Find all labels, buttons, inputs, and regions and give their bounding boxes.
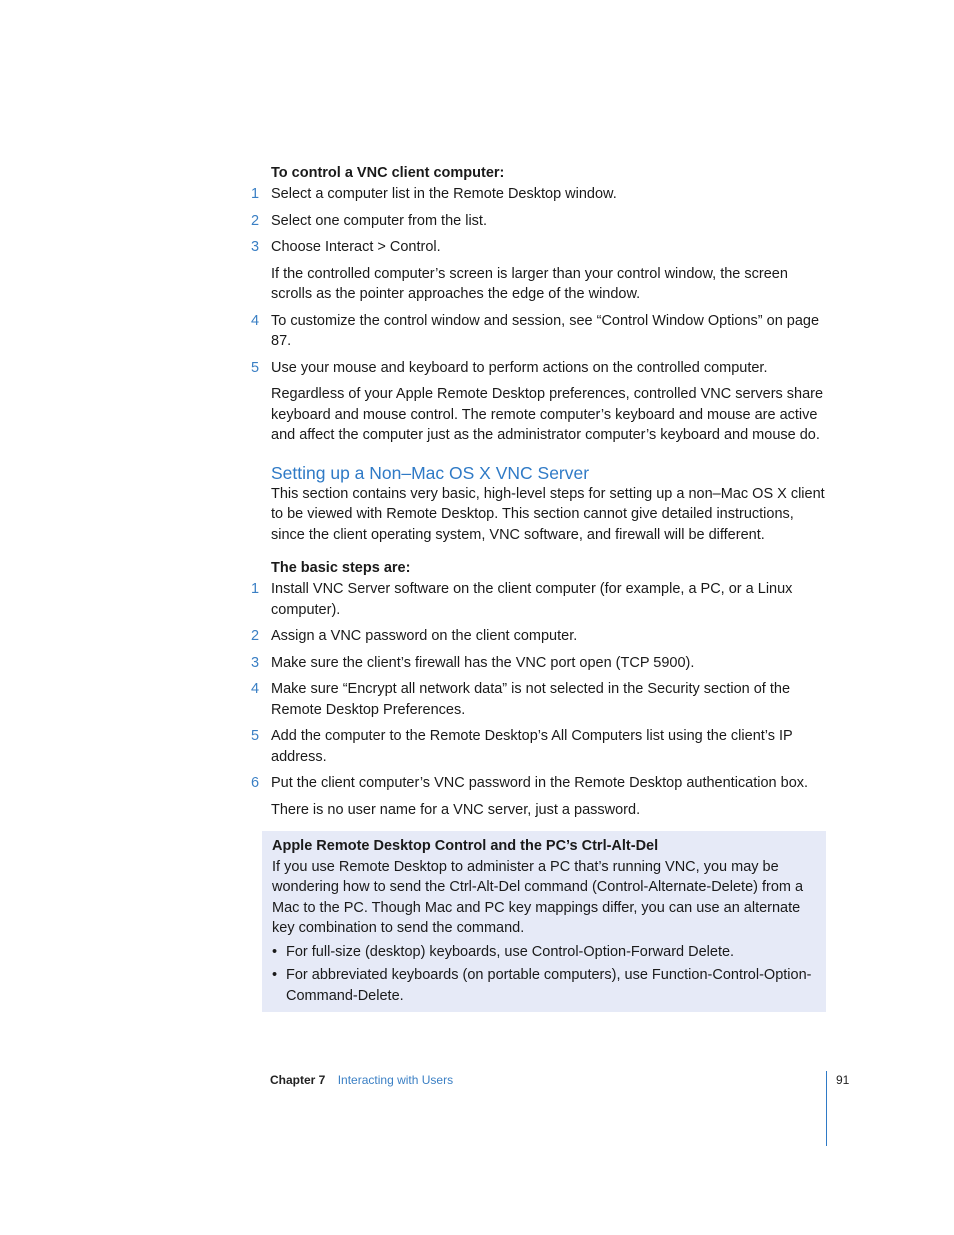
procedure-heading-control-vnc: To control a VNC client computer:: [271, 165, 505, 181]
step-text: Choose Interact > Control.: [271, 239, 441, 255]
footer-divider: [826, 1071, 827, 1146]
step-text: Use your mouse and keyboard to perform actions on the controlled computer.: [271, 359, 768, 376]
step-number: 6: [251, 775, 260, 791]
step-item: [251, 237, 831, 305]
step-number: 3: [251, 239, 260, 255]
footer-chapter: Chapter 7: [270, 1073, 326, 1087]
step-item: [251, 358, 831, 446]
step-text: Make sure “Encrypt all network data” is not selected in the Security section of the Remote Desktop Preferences.: [271, 681, 791, 718]
step-note: If the controlled computer’s screen is larger than your control window, the screen scrolls as the pointer approaches the edge of the window.: [271, 265, 788, 302]
step-number: 4: [251, 312, 260, 329]
step-number: 3: [251, 654, 260, 671]
step-number: 1: [251, 186, 260, 202]
main-content: [251, 163, 831, 826]
note-body: If you use Remote Desktop to administer a PC that’s running VNC, you may be wondering how to send the Ctrl-Alt-Del command (Control-Alternate-Delete) from a Mac to the PC. Though Mac and PC key mappings differ, you can use an alternate key combination to send the command.: [272, 858, 804, 936]
step-number: 1: [251, 581, 260, 597]
step-number: 2: [251, 212, 260, 229]
step-note: There is no user name for a VNC server, just a password.: [271, 801, 641, 818]
control-vnc-steps: [251, 184, 831, 446]
step-text: Make sure the client’s firewall has the VNC port open (TCP 5900).: [271, 654, 695, 671]
step-text: Install VNC Server software on the client computer (for example, a PC, or a Linux computer).: [271, 581, 793, 618]
step-text: Assign a VNC password on the client computer.: [271, 628, 578, 644]
procedure-heading-basic-steps: The basic steps are:: [271, 560, 411, 576]
bullet-text: For abbreviated keyboards (on portable computers), use Function-Control-Option-Command-Delete.: [286, 967, 812, 1004]
step-item: [251, 653, 831, 674]
step-note: Regardless of your Apple Remote Desktop preferences, controlled VNC servers share keyboard and mouse control. The remote computer’s keyboard and mouse are active and affect the computer just as the administrator computer’s keyboard and mouse do.: [271, 386, 824, 443]
step-text: To customize the control window and session, see “Control Window Options” on page 87.: [271, 312, 820, 349]
step-item: [251, 726, 831, 767]
step-text: Put the client computer’s VNC password in the Remote Desktop authentication box.: [271, 775, 809, 791]
footer-chapter-title: Interacting with Users: [337, 1073, 454, 1087]
step-number: 4: [251, 681, 260, 697]
note-bullets: [272, 942, 814, 1007]
section-heading: Setting up a Non–Mac OS X VNC Server: [271, 462, 590, 483]
step-item: [251, 579, 831, 620]
step-number: 5: [251, 359, 260, 376]
step-item: [251, 679, 831, 720]
section-intro: This section contains very basic, high-level steps for setting up a non–Mac OS X client to be viewed with Remote Desktop. This section cannot give detailed instructions, since the client operating system, VNC software, and firewall will be different.: [271, 485, 825, 543]
step-number: 2: [251, 628, 260, 644]
bullet-icon: •: [272, 943, 278, 960]
step-item: [251, 626, 831, 647]
page-number: 91: [836, 1073, 850, 1087]
step-text: Select a computer list in the Remote Desktop window.: [271, 186, 617, 202]
step-item: [251, 773, 831, 820]
bullet-item: [272, 942, 814, 963]
bullet-item: [272, 965, 814, 1006]
bullet-text: For full-size (desktop) keyboards, use Control-Option-Forward Delete.: [286, 943, 735, 960]
step-item: [251, 211, 831, 232]
note-title: Apple Remote Desktop Control and the PC’s Ctrl-Alt-Del: [272, 838, 659, 854]
step-text: Select one computer from the list.: [271, 212, 487, 229]
bullet-icon: •: [272, 967, 278, 983]
basic-steps: [251, 579, 831, 820]
page-footer: [270, 1072, 453, 1088]
note-box: [262, 831, 826, 1012]
step-number: 5: [251, 728, 260, 744]
step-item: [251, 311, 831, 352]
step-item: [251, 184, 831, 205]
step-text: Add the computer to the Remote Desktop’s All Computers list using the client’s IP address.: [271, 728, 793, 765]
